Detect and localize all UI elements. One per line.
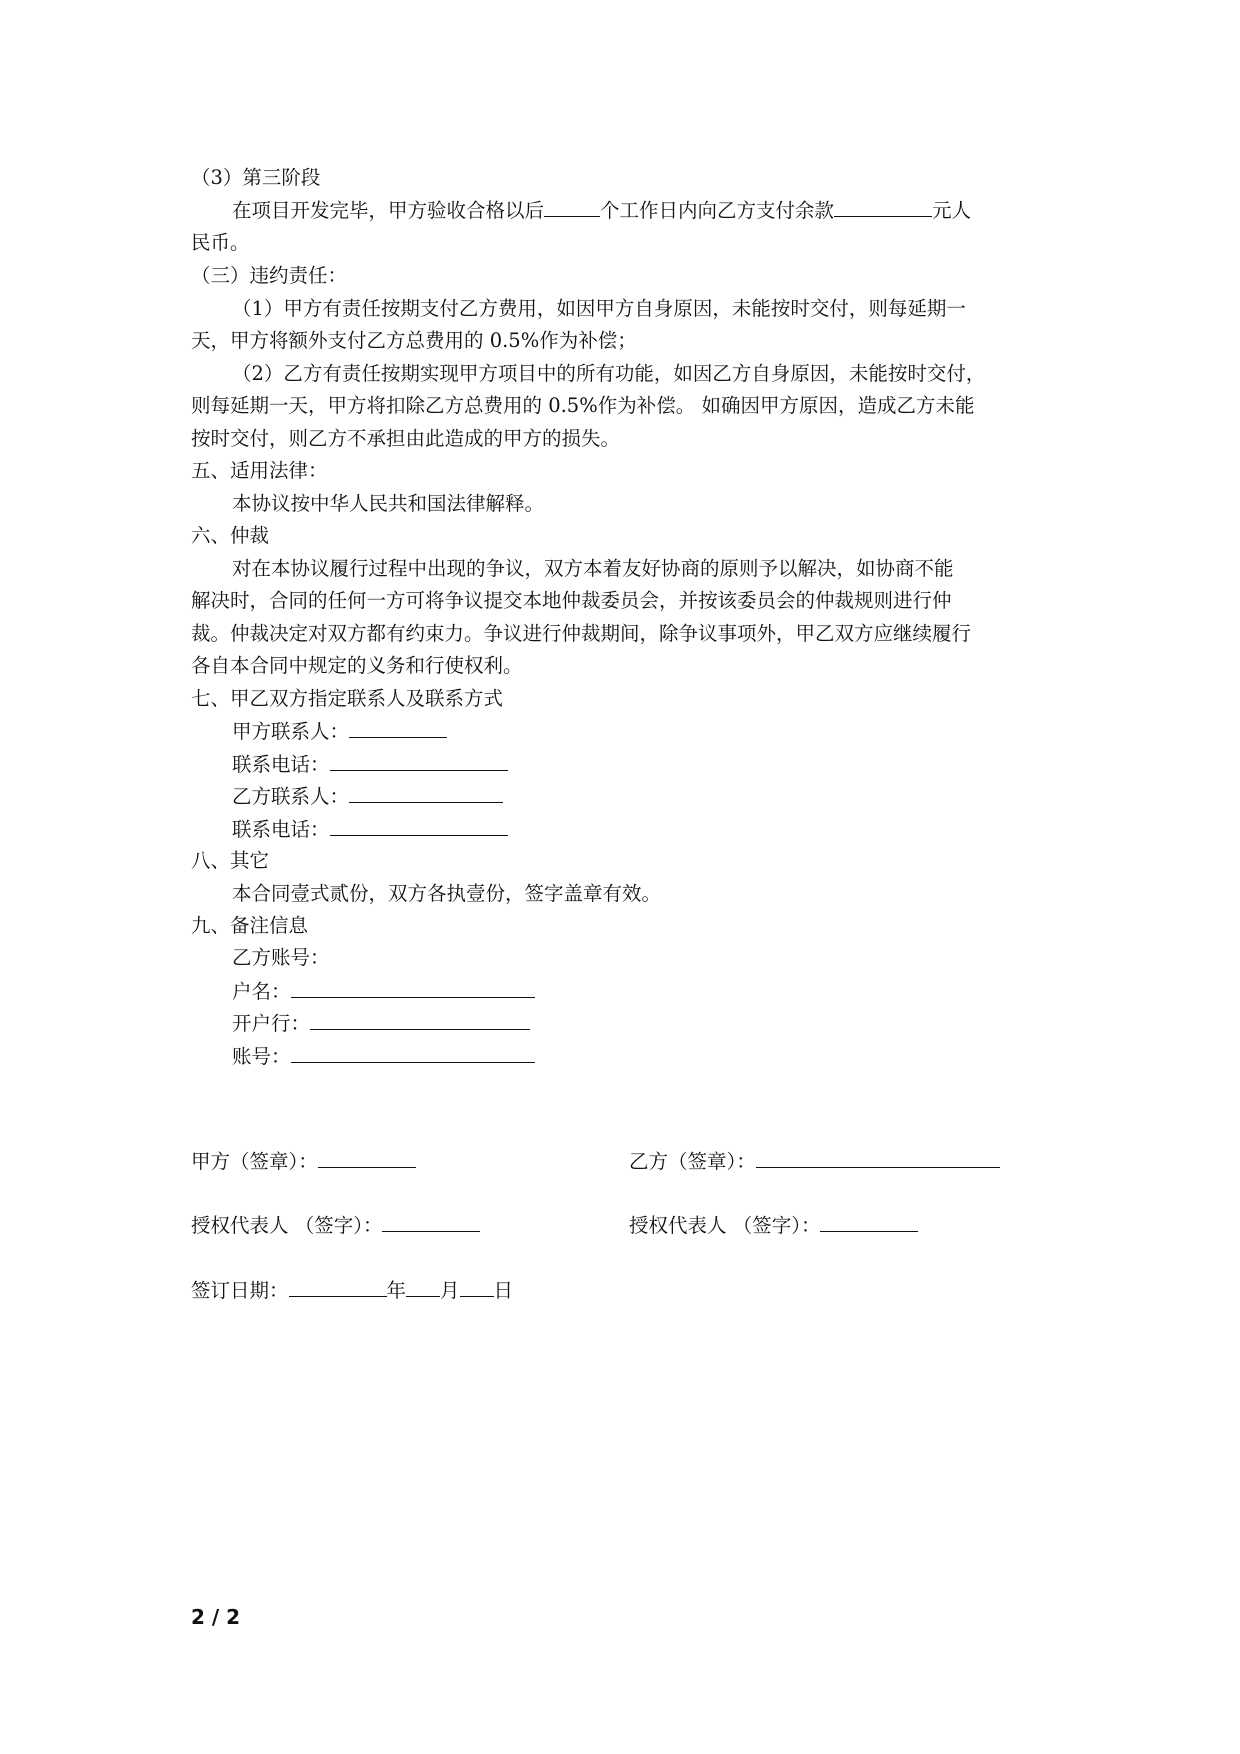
stage3-paragraph-line1 — [232, 198, 971, 223]
party-b-phone-label: 联系电话： — [232, 818, 330, 841]
sign-year-field[interactable] — [289, 1278, 387, 1297]
party-a-contact-row — [232, 719, 447, 744]
party-b-phone-row — [232, 817, 508, 842]
breach-p2-line2: 则每延期一天，甲方将扣除乙方总费用的 0.5%作为补偿。 如确因甲方原因，造成乙方未能 — [191, 394, 975, 417]
party-b-seal-field[interactable] — [756, 1149, 1000, 1168]
days-blank — [544, 198, 600, 217]
rep-a-label: 授权代表人 （签字）： — [191, 1214, 383, 1237]
party-a-seal-field[interactable] — [318, 1149, 416, 1168]
breach-heading: （三）违约责任： — [191, 264, 348, 287]
arbitration-heading: 六、仲裁 — [191, 524, 270, 547]
party-b-seal-row — [629, 1149, 1000, 1174]
account-number-field[interactable] — [291, 1044, 535, 1063]
account-number-row — [232, 1044, 535, 1069]
stage3-text-c: 元人 — [932, 199, 972, 222]
amount-blank — [834, 198, 932, 217]
page-number: 2 / 2 — [191, 1605, 241, 1629]
account-holder-label: 户名： — [232, 980, 291, 1003]
month-label: 月 — [440, 1279, 460, 1302]
stage3-heading: （3）第三阶段 — [191, 166, 321, 189]
day-label: 日 — [493, 1279, 514, 1302]
year-label: 年 — [386, 1279, 407, 1302]
bank-label: 开户行： — [232, 1012, 311, 1035]
breach-p1-line1: （1）甲方有责任按期支付乙方费用，如因甲方自身原因，未能按时交付，则每延期一 — [232, 297, 966, 320]
arbitration-line4: 各自本合同中规定的义务和行使权利。 — [191, 654, 523, 677]
arbitration-line3: 裁。仲裁决定对双方都有约束力。争议进行仲裁期间，除争议事项外，甲乙双方应继续履行 — [191, 622, 972, 645]
rep-a-row — [191, 1213, 480, 1238]
other-text: 本合同壹式贰份，双方各执壹份，签字盖章有效。 — [232, 882, 662, 905]
law-heading: 五、适用法律： — [191, 459, 328, 482]
party-b-phone-field[interactable] — [330, 817, 508, 836]
arbitration-line1: 对在本协议履行过程中出现的争议，双方本着友好协商的原则予以解决，如协商不能 — [232, 557, 954, 580]
bank-field[interactable] — [310, 1011, 530, 1030]
rep-b-row — [629, 1213, 918, 1238]
breach-p2-line3: 按时交付，则乙方不承担由此造成的甲方的损失。 — [191, 427, 621, 450]
stage3-paragraph-line2: 民币。 — [191, 231, 250, 254]
party-a-contact-label: 甲方联系人： — [232, 720, 350, 743]
account-holder-row — [232, 979, 535, 1004]
breach-p2-line1: （2）乙方有责任按期实现甲方项目中的所有功能，如因乙方自身原因，未能按时交付， — [232, 362, 986, 385]
sign-date-row — [191, 1278, 513, 1303]
party-a-phone-row — [232, 752, 508, 777]
rep-b-label: 授权代表人 （签字）： — [629, 1214, 821, 1237]
party-a-seal-row — [191, 1149, 416, 1174]
rep-a-field[interactable] — [382, 1213, 480, 1232]
sign-day-field[interactable] — [460, 1278, 494, 1297]
stage3-text-a: 在项目开发完毕，甲方验收合格以后 — [232, 199, 545, 222]
bank-row — [232, 1011, 530, 1036]
stage3-text-b: 个工作日内向乙方支付余款 — [600, 199, 835, 222]
party-a-contact-field[interactable] — [349, 719, 447, 738]
account-label: 乙方账号： — [232, 946, 330, 969]
party-b-contact-row — [232, 784, 503, 809]
party-b-seal-label: 乙方（签章）： — [629, 1150, 756, 1173]
sign-date-label: 签订日期： — [191, 1279, 289, 1302]
contacts-heading: 七、甲乙双方指定联系人及联系方式 — [191, 687, 504, 710]
other-heading: 八、其它 — [191, 849, 270, 872]
party-a-seal-label: 甲方（签章）： — [191, 1150, 318, 1173]
notes-heading: 九、备注信息 — [191, 914, 309, 937]
party-b-contact-field[interactable] — [349, 784, 503, 803]
account-holder-field[interactable] — [291, 979, 535, 998]
law-text: 本协议按中华人民共和国法律解释。 — [232, 492, 545, 515]
rep-b-field[interactable] — [820, 1213, 918, 1232]
breach-p1-line2: 天，甲方将额外支付乙方总费用的 0.5%作为补偿； — [191, 329, 637, 352]
party-a-phone-label: 联系电话： — [232, 753, 330, 776]
arbitration-line2: 解决时，合同的任何一方可将争议提交本地仲裁委员会，并按该委员会的仲裁规则进行仲 — [191, 589, 952, 612]
account-number-label: 账号： — [232, 1045, 291, 1068]
party-a-phone-field[interactable] — [330, 752, 508, 771]
party-b-contact-label: 乙方联系人： — [232, 785, 350, 808]
sign-month-field[interactable] — [406, 1278, 440, 1297]
